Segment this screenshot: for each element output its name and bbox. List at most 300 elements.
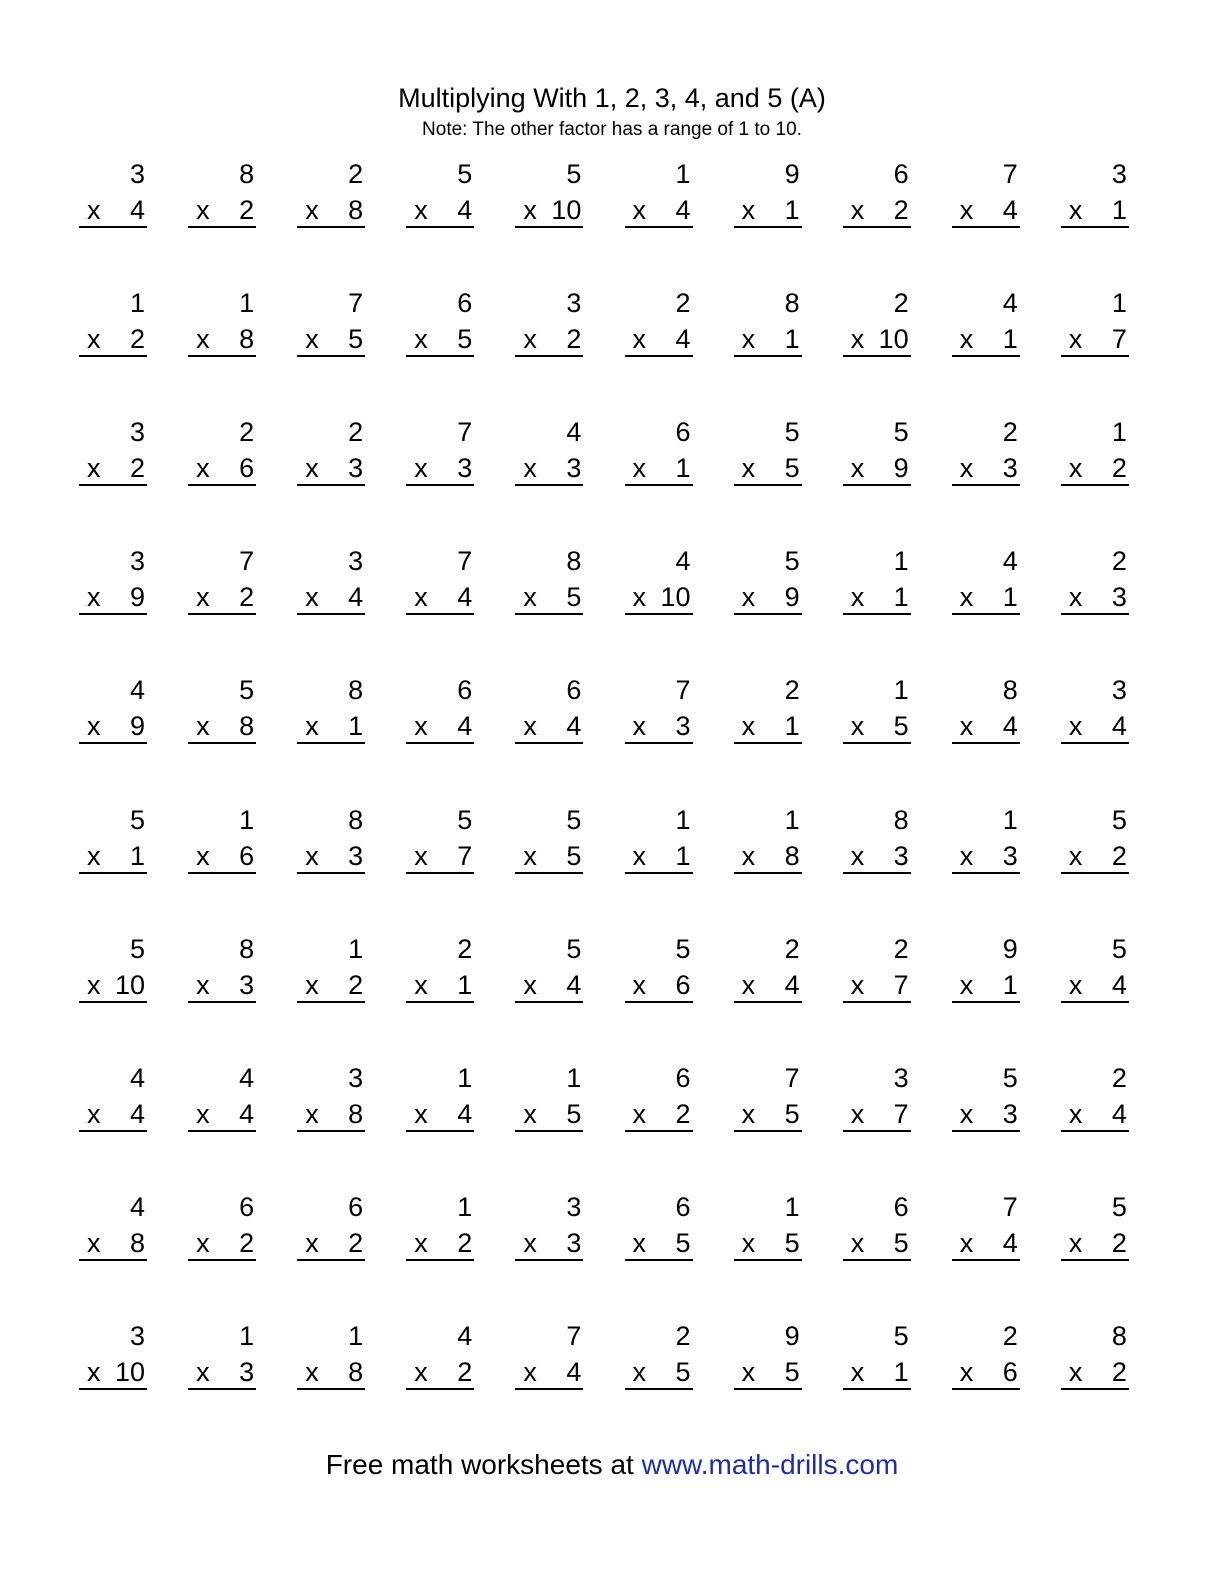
multiply-sign: x	[741, 324, 756, 355]
multiply-sign: x	[959, 1356, 974, 1387]
multiply-sign: x	[632, 195, 646, 225]
problem-top-factor: 4	[239, 1062, 255, 1093]
problem	[843, 804, 911, 876]
problem-bottom-factor: 4	[784, 969, 800, 1000]
problem-bottom-line	[734, 1227, 802, 1261]
multiply-sign: x	[523, 1098, 537, 1129]
problem-top-factor: 5	[1111, 804, 1127, 835]
problem-top-factor: 5	[893, 1320, 909, 1351]
problem-bottom-factor: 2	[1111, 1227, 1127, 1258]
multiply-sign: x	[305, 453, 319, 484]
problem-top-factor: 7	[457, 417, 473, 448]
multiply-sign: x	[632, 840, 646, 871]
problem-top-factor: 5	[457, 159, 473, 189]
problem	[188, 674, 256, 746]
problem-bottom-line	[1061, 1227, 1129, 1261]
multiply-sign: x	[523, 840, 537, 871]
problem	[406, 1320, 474, 1392]
problem-top-factor: 4	[566, 417, 582, 448]
problem-bottom-line	[515, 581, 583, 615]
problem	[734, 1320, 802, 1392]
problem-top-factor: 3	[348, 546, 364, 577]
problem-bottom-line	[843, 1098, 911, 1132]
problem-bottom-factor: 1	[1002, 324, 1018, 355]
problem-bottom-factor: 5	[566, 1098, 582, 1129]
multiply-sign: x	[87, 1356, 101, 1387]
multiply-sign: x	[196, 1227, 210, 1258]
multiply-sign: x	[850, 453, 865, 484]
problem	[952, 287, 1020, 359]
problem-top-factor: 2	[1111, 1062, 1127, 1093]
problem-bottom-factor: 2	[129, 453, 145, 484]
multiply-sign: x	[305, 195, 319, 225]
problem	[734, 1191, 802, 1263]
problem-bottom-line	[188, 1227, 256, 1261]
problem-top-factor: 6	[675, 1191, 691, 1222]
problem-bottom-line	[297, 969, 365, 1003]
problem	[952, 674, 1020, 746]
multiply-sign: x	[1068, 324, 1083, 355]
problem-bottom-factor: 6	[1002, 1356, 1018, 1387]
problem-top-factor: 7	[348, 288, 364, 319]
problem-bottom-line	[79, 969, 147, 1003]
multiply-sign: x	[196, 1098, 210, 1129]
problem-bottom-line	[297, 1356, 365, 1390]
problem	[952, 1320, 1020, 1392]
problem-bottom-factor: 1	[675, 453, 691, 484]
multiply-sign: x	[632, 1227, 646, 1258]
problem-top-factor: 5	[129, 933, 145, 964]
multiply-sign: x	[414, 1227, 428, 1258]
problem-bottom-line	[734, 1356, 802, 1390]
multiply-sign: x	[196, 324, 210, 355]
problem-bottom-line	[406, 581, 474, 615]
problem-bottom-factor: 4	[1111, 969, 1127, 1000]
problem-top-factor: 3	[129, 159, 145, 189]
problem-bottom-line	[188, 452, 256, 486]
problem-top-factor: 2	[675, 288, 691, 319]
multiply-sign: x	[196, 582, 210, 613]
problem-bottom-line	[625, 710, 693, 744]
problem	[188, 416, 256, 488]
problem-bottom-factor: 1	[1111, 195, 1127, 225]
problem-top-factor: 6	[239, 1191, 255, 1222]
problem-bottom-factor: 5	[566, 840, 582, 871]
multiply-sign: x	[523, 195, 537, 225]
problem	[297, 674, 365, 746]
problem-bottom-factor: 10	[878, 324, 909, 355]
problem-bottom-factor: 2	[239, 1227, 255, 1258]
problem-bottom-line	[1061, 1098, 1129, 1132]
problem-bottom-factor: 5	[784, 453, 800, 484]
problem	[406, 545, 474, 617]
multiply-sign: x	[523, 324, 537, 355]
problem-bottom-factor: 3	[675, 711, 691, 742]
multiply-sign: x	[305, 969, 319, 1000]
problem-top-factor: 5	[784, 546, 800, 577]
problem	[843, 933, 911, 1005]
footer-link[interactable]: www.math-drills.com	[641, 1449, 899, 1480]
problem	[297, 1191, 365, 1263]
problem-bottom-line	[952, 710, 1020, 744]
multiply-sign: x	[414, 840, 428, 871]
problem-bottom-line	[79, 710, 147, 744]
problem-bottom-line	[79, 323, 147, 357]
multiply-sign: x	[414, 324, 428, 355]
problem-bottom-line	[1061, 969, 1129, 1003]
multiply-sign: x	[305, 711, 319, 742]
problem	[79, 1062, 147, 1134]
problem-bottom-factor: 4	[566, 969, 582, 1000]
problem-top-factor: 1	[1002, 804, 1018, 835]
multiply-sign: x	[741, 711, 756, 742]
problem-bottom-line	[188, 969, 256, 1003]
problem-bottom-factor: 2	[675, 1098, 691, 1129]
problem-bottom-factor: 8	[348, 1098, 364, 1129]
problem	[188, 1191, 256, 1263]
problem-top-factor: 1	[348, 1320, 364, 1351]
multiply-sign: x	[1068, 582, 1083, 613]
problem-top-factor: 1	[457, 1062, 473, 1093]
problem-top-factor: 7	[675, 675, 691, 706]
problem-bottom-factor: 9	[129, 582, 145, 613]
problem-bottom-line	[734, 452, 802, 486]
problem-bottom-line	[406, 452, 474, 486]
multiply-sign: x	[741, 1356, 756, 1387]
problem-bottom-factor: 2	[457, 1227, 473, 1258]
multiply-sign: x	[1068, 195, 1083, 225]
problem-top-factor: 4	[129, 1062, 145, 1093]
problem-bottom-line	[188, 710, 256, 744]
multiply-sign: x	[959, 195, 974, 225]
problem-bottom-factor: 8	[129, 1227, 145, 1258]
multiply-sign: x	[414, 1098, 428, 1129]
multiply-sign: x	[632, 711, 646, 742]
problem	[734, 545, 802, 617]
multiply-sign: x	[87, 711, 101, 742]
problem-bottom-line	[188, 840, 256, 874]
problem	[406, 933, 474, 1005]
problem-bottom-factor: 8	[348, 195, 364, 225]
problem-bottom-line	[625, 323, 693, 357]
problem-bottom-factor: 1	[675, 840, 691, 871]
problem	[625, 1191, 693, 1263]
problem-top-factor: 8	[348, 675, 364, 706]
multiply-sign: x	[1068, 1098, 1083, 1129]
multiply-sign: x	[850, 1227, 865, 1258]
problem	[843, 545, 911, 617]
problem-bottom-line	[406, 1098, 474, 1132]
problem-bottom-factor: 2	[1111, 1356, 1127, 1387]
problem-bottom-line	[515, 1098, 583, 1132]
problem-bottom-line	[734, 581, 802, 615]
problem	[952, 804, 1020, 876]
problem-top-factor: 2	[1002, 417, 1018, 448]
problem-bottom-line	[79, 452, 147, 486]
problem-bottom-line	[515, 840, 583, 874]
problem	[952, 416, 1020, 488]
multiply-sign: x	[305, 1227, 319, 1258]
multiply-sign: x	[305, 1356, 319, 1387]
multiply-sign: x	[959, 1227, 974, 1258]
problem	[188, 933, 256, 1005]
problem-bottom-factor: 5	[348, 324, 364, 355]
problem-bottom-line	[843, 194, 911, 228]
multiply-sign: x	[959, 711, 974, 742]
problem-bottom-factor: 3	[457, 453, 473, 484]
problem-top-factor: 5	[129, 804, 145, 835]
multiply-sign: x	[850, 969, 865, 1000]
problem-bottom-line	[406, 710, 474, 744]
problem	[188, 158, 256, 230]
problem	[297, 1320, 365, 1392]
problem-bottom-factor: 2	[893, 195, 909, 225]
multiply-sign: x	[523, 1356, 537, 1387]
problem-top-factor: 4	[129, 1191, 145, 1222]
problem	[406, 1191, 474, 1263]
problem	[406, 158, 474, 230]
problem	[625, 416, 693, 488]
problem-top-factor: 3	[129, 546, 145, 577]
problem	[406, 287, 474, 359]
problem-bottom-line	[406, 323, 474, 357]
problem-bottom-factor: 5	[784, 1098, 800, 1129]
problem-bottom-line	[734, 194, 802, 228]
problem-top-factor: 5	[239, 675, 255, 706]
problem-bottom-line	[406, 1356, 474, 1390]
problem-bottom-line	[515, 323, 583, 357]
problem-bottom-factor: 1	[784, 195, 800, 225]
problem-top-factor: 5	[457, 804, 473, 835]
problem-bottom-line	[406, 840, 474, 874]
problem-top-factor: 8	[1002, 675, 1018, 706]
problem	[297, 933, 365, 1005]
problem	[515, 416, 583, 488]
problem-bottom-factor: 4	[1002, 711, 1018, 742]
problem-bottom-line	[734, 710, 802, 744]
multiply-sign: x	[523, 711, 537, 742]
problem-bottom-line	[297, 1098, 365, 1132]
problem-bottom-factor: 7	[1111, 324, 1127, 355]
problem-bottom-factor: 4	[348, 582, 364, 613]
problem	[625, 545, 693, 617]
problem-top-factor: 1	[1111, 288, 1127, 319]
multiply-sign: x	[632, 1356, 646, 1387]
problem	[79, 674, 147, 746]
problem	[734, 674, 802, 746]
problem-top-factor: 5	[1002, 1062, 1018, 1093]
multiply-sign: x	[959, 1098, 974, 1129]
problem-bottom-factor: 4	[129, 195, 145, 225]
problem-top-factor: 8	[348, 804, 364, 835]
multiply-sign: x	[414, 711, 428, 742]
multiply-sign: x	[850, 711, 865, 742]
multiply-sign: x	[741, 195, 756, 225]
problem	[515, 1320, 583, 1392]
problem-bottom-line	[515, 969, 583, 1003]
problem	[79, 287, 147, 359]
problem	[1061, 804, 1129, 876]
problem	[625, 1062, 693, 1134]
multiply-sign: x	[87, 840, 101, 871]
problem-top-factor: 8	[893, 804, 909, 835]
problem-bottom-factor: 2	[1111, 453, 1127, 484]
problem-bottom-factor: 4	[566, 711, 582, 742]
problem-bottom-line	[952, 969, 1020, 1003]
problem-bottom-factor: 4	[457, 195, 473, 225]
problem-top-factor: 8	[1111, 1320, 1127, 1351]
problem-bottom-line	[188, 1098, 256, 1132]
multiply-sign: x	[959, 324, 974, 355]
problem-top-factor: 6	[893, 159, 909, 189]
multiply-sign: x	[850, 582, 865, 613]
multiply-sign: x	[741, 840, 756, 871]
multiply-sign: x	[87, 1098, 101, 1129]
problem-top-factor: 7	[1002, 1191, 1018, 1222]
problem-bottom-factor: 5	[566, 582, 582, 613]
problem-bottom-factor: 8	[239, 711, 255, 742]
problem-bottom-line	[79, 840, 147, 874]
multiply-sign: x	[196, 969, 210, 1000]
problem-bottom-line	[625, 969, 693, 1003]
problem-bottom-factor: 5	[675, 1227, 691, 1258]
problem-bottom-line	[1061, 452, 1129, 486]
multiply-sign: x	[1068, 711, 1083, 742]
problem-top-factor: 8	[239, 933, 255, 964]
problem	[625, 287, 693, 359]
problem-bottom-line	[843, 452, 911, 486]
problem	[79, 1320, 147, 1392]
problem	[734, 158, 802, 230]
problem-bottom-factor: 4	[1111, 1098, 1127, 1129]
problem	[188, 545, 256, 617]
problem-top-factor: 2	[893, 288, 909, 319]
multiply-sign: x	[850, 195, 865, 225]
problem-bottom-line	[952, 581, 1020, 615]
problem-top-factor: 2	[784, 933, 800, 964]
problem-bottom-factor: 4	[675, 195, 691, 225]
problem-bottom-line	[297, 840, 365, 874]
problem-bottom-factor: 5	[784, 1227, 800, 1258]
problem-top-factor: 1	[893, 675, 909, 706]
problem-bottom-factor: 3	[1002, 840, 1018, 871]
multiply-sign: x	[523, 582, 537, 613]
problem-bottom-line	[625, 1098, 693, 1132]
problem-top-factor: 1	[239, 288, 255, 319]
problem-bottom-factor: 5	[675, 1356, 691, 1387]
problem-top-factor: 4	[457, 1320, 473, 1351]
problem-bottom-factor: 1	[893, 1356, 909, 1387]
problem	[625, 933, 693, 1005]
problem-top-factor: 7	[1002, 159, 1018, 189]
problem-top-factor: 9	[1002, 933, 1018, 964]
problem-bottom-line	[297, 452, 365, 486]
multiply-sign: x	[523, 969, 537, 1000]
problem-top-factor: 4	[1002, 288, 1018, 319]
problem-top-factor: 7	[457, 546, 473, 577]
problem-bottom-factor: 4	[457, 582, 473, 613]
problem-bottom-line	[79, 1227, 147, 1261]
problem-top-factor: 5	[566, 933, 582, 964]
problem	[734, 804, 802, 876]
multiply-sign: x	[87, 453, 101, 484]
problem-bottom-factor: 5	[893, 1227, 909, 1258]
problem-bottom-line	[625, 581, 693, 615]
multiply-sign: x	[196, 453, 210, 484]
multiply-sign: x	[414, 969, 428, 1000]
problem-bottom-line	[297, 1227, 365, 1261]
problem-top-factor: 1	[675, 159, 691, 189]
problem	[406, 1062, 474, 1134]
problem-bottom-line	[1061, 840, 1129, 874]
problem-bottom-factor: 10	[114, 969, 145, 1000]
problem-bottom-line	[952, 840, 1020, 874]
problem-bottom-line	[843, 1356, 911, 1390]
problem-bottom-line	[734, 323, 802, 357]
problem-top-factor: 9	[784, 1320, 800, 1351]
problem-bottom-line	[625, 840, 693, 874]
problem-bottom-line	[188, 581, 256, 615]
problem	[843, 1062, 911, 1134]
footer-text: Free math worksheets at	[325, 1449, 642, 1480]
problem-bottom-line	[515, 1356, 583, 1390]
multiply-sign: x	[959, 969, 974, 1000]
problem-bottom-line	[1061, 323, 1129, 357]
problem-bottom-factor: 4	[1002, 195, 1018, 225]
multiply-sign: x	[741, 582, 756, 613]
multiply-sign: x	[632, 324, 646, 355]
problem-bottom-factor: 4	[457, 711, 473, 742]
problem-bottom-line	[297, 710, 365, 744]
problem-bottom-line	[515, 710, 583, 744]
problem-bottom-line	[843, 710, 911, 744]
problem	[1061, 545, 1129, 617]
problem-top-factor: 3	[129, 417, 145, 448]
multiply-sign: x	[741, 1227, 756, 1258]
problem-bottom-line	[79, 194, 147, 228]
problem-top-factor: 2	[239, 417, 255, 448]
problem-top-factor: 5	[566, 159, 582, 189]
problem-top-factor: 5	[1111, 1191, 1127, 1222]
multiply-sign: x	[959, 840, 974, 871]
problem-bottom-line	[734, 969, 802, 1003]
multiply-sign: x	[523, 1227, 537, 1258]
multiply-sign: x	[850, 1098, 865, 1129]
problem-top-factor: 8	[784, 288, 800, 319]
problem	[734, 933, 802, 1005]
problem	[1061, 1062, 1129, 1134]
problem-bottom-factor: 4	[1002, 1227, 1018, 1258]
problem-top-factor: 3	[1111, 159, 1127, 189]
problem-bottom-factor: 6	[675, 969, 691, 1000]
problem-top-factor: 3	[348, 1062, 364, 1093]
multiply-sign: x	[632, 1098, 646, 1129]
problem-bottom-factor: 9	[129, 711, 145, 742]
problem-bottom-line	[515, 194, 583, 228]
problem-bottom-factor: 8	[784, 840, 800, 871]
problem	[515, 287, 583, 359]
problem	[1061, 1191, 1129, 1263]
problem	[297, 545, 365, 617]
problem	[188, 1062, 256, 1134]
problem	[515, 1062, 583, 1134]
problem-top-factor: 6	[348, 1191, 364, 1222]
problem-top-factor: 3	[893, 1062, 909, 1093]
problem-top-factor: 1	[457, 1191, 473, 1222]
problem	[952, 158, 1020, 230]
problem-top-factor: 7	[566, 1320, 582, 1351]
multiply-sign: x	[196, 711, 210, 742]
